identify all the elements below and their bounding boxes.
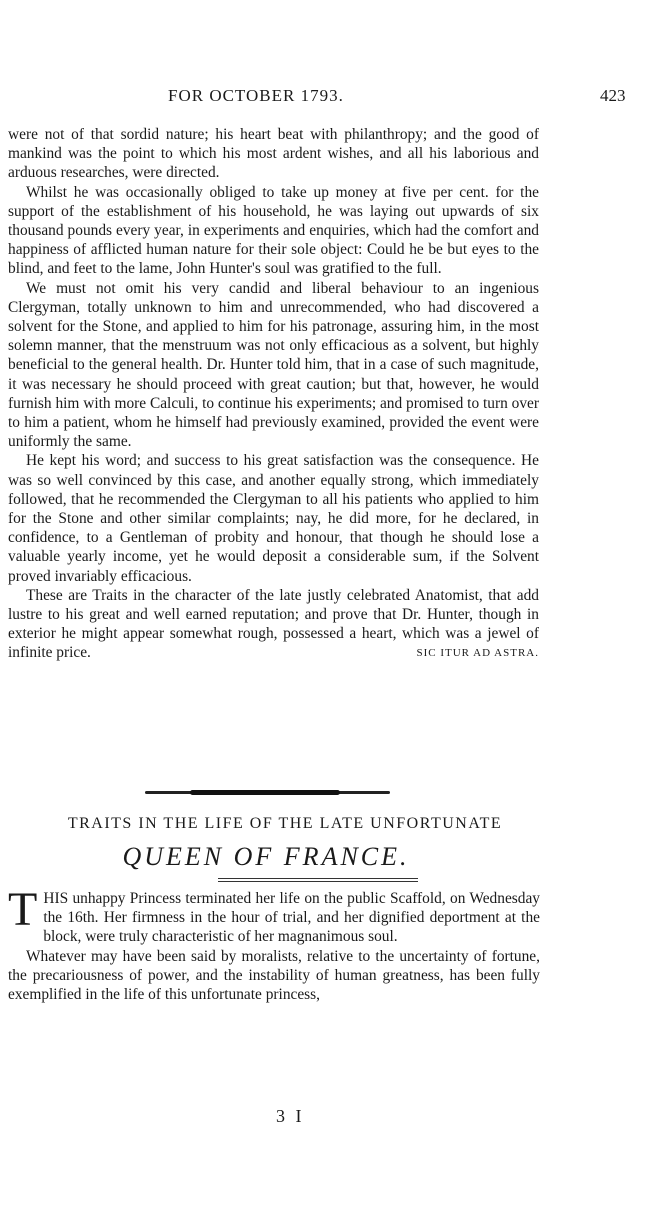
paragraph: Whilst he was occasionally obliged to take up money at five per cent. for the support of the establishment of his household, he was laying out upwards of six thousand pounds every year, in experiments and enquiries, which had the comfort and happiness of afflicted human nature for their sole object: Could he be but eyes to the blind, and feet to the lame, John Hunter's soul was gratified to the full. <box>8 183 539 278</box>
article-hunter-body <box>8 125 539 663</box>
article-heading: TRAITS IN THE LIFE OF THE LATE UNFORTUNATE <box>67 815 503 832</box>
section-divider-ornament <box>190 790 340 795</box>
paragraph: He kept his word; and success to his great satisfaction was the consequence. He was so well convinced by this case, and another equally strong, which immediately followed, that he recommended the Clergyman to all his patients who applied to him for the Stone and other similar complaints; nay, he did more, for he declared, in confidence, to a Gentleman of probity and honour, that though he should lose a valuable yearly income, yet he would deposit a considerable sum, if the Solvent proved invariably efficacious. <box>8 452 539 585</box>
page-number: 423 <box>600 86 626 105</box>
running-head-title: FOR OCTOBER 1793. <box>168 86 344 105</box>
paragraph: were not of that sordid nature; his heart beat with philanthropy; and the good of mankind was the point to which his most ardent wishes, and all his laborious and arduous researches, were directed. <box>8 126 539 182</box>
paragraph: Whatever may have been said by moralists, relative to the uncertainty of fortune, the precariousness of power, and the instability of human greatness, has been fully exemplified in the life of this unfortunate princess, <box>8 947 540 1004</box>
heading-rule <box>218 881 418 882</box>
signature-mark: 3 I <box>276 1106 305 1126</box>
paragraph: These are Traits in the character of the late justly celebrated Anatomist, that add lustre to his great and well earned reputation; and prove that Dr. Hunter, though in exterior he might appear somewhat rough, possessed a heart, which was a jewel of infinite price. <box>8 586 539 662</box>
article-subheading: QUEEN OF FRANCE. <box>122 842 410 871</box>
signature-motto: SIC ITUR AD ASTRA. <box>416 646 539 659</box>
heading-rule <box>218 878 418 879</box>
paragraph: We must not omit his very candid and liberal behaviour to an ingenious Clergyman, totally unknown to him and unrecommended, who had discovered a solvent for the Stone, and applied to him for his patronage, assuring him, in the most solemn manner, that the menstruum was not only efficacious as a solvent, but highly beneficial to the general health. Dr. Hunter told him, that in a case of such magnitude, it was necessary he should proceed with great caution; but that, however, he would furnish him with more Calculi, to continue his experiments; and promised to turn over to him a patient, whom he himself had previously examined, provided the event were uniformly the same. <box>8 279 539 451</box>
article-queen-body <box>8 883 540 1004</box>
paragraph <box>8 883 540 947</box>
running-head <box>0 86 670 110</box>
paragraph-text: HIS unhappy Princess terminated her life on the public Scaffold, on Wednesday the 16th. Her firmness in the hour of trial, and her dignified deportment at the block, were truly characteristic of her magnanimous soul. <box>43 890 540 946</box>
drop-cap: T <box>8 883 38 936</box>
